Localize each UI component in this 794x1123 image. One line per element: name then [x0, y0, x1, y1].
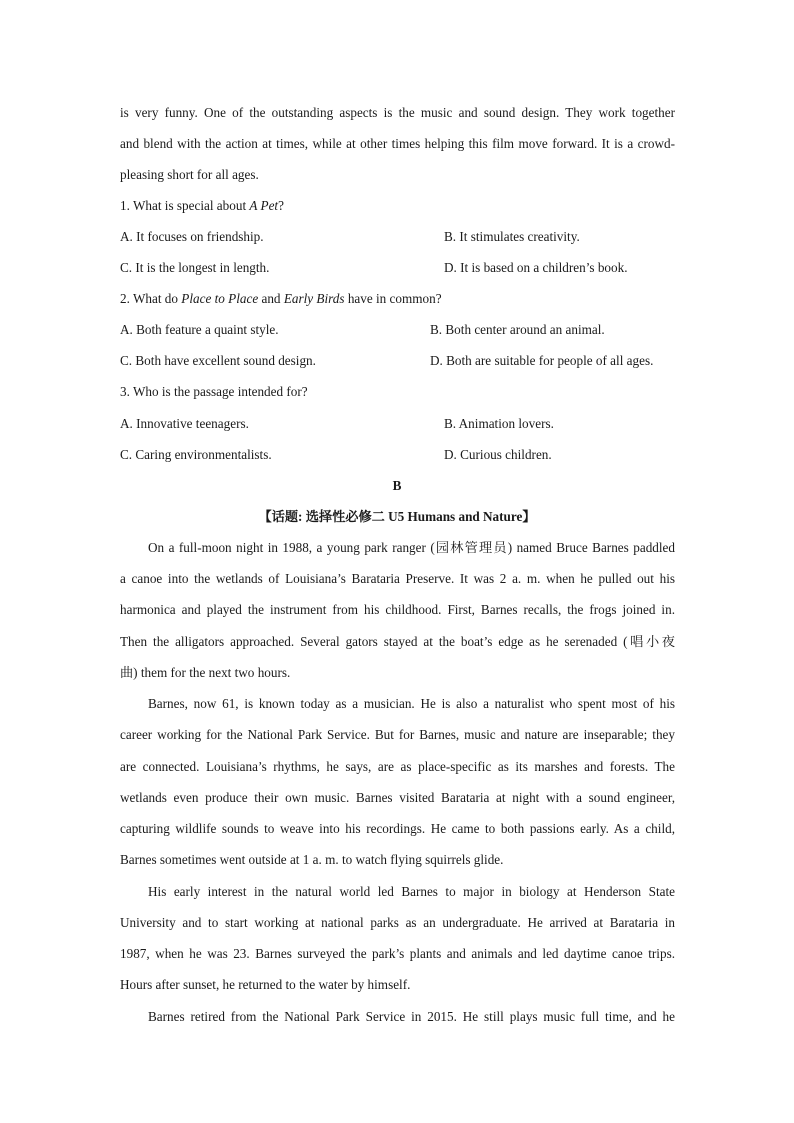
- passage-b-line: capturing wildlife sounds to weave into his recordings. He came to both passions early. As a child,: [120, 821, 675, 836]
- passage-b-line: 曲) them for the next two hours.: [120, 665, 291, 680]
- q2-option-d: D. Both are suitable for people of all ages.: [430, 353, 654, 368]
- q2-option-a: A. Both feature a quaint style.: [120, 322, 279, 337]
- question-3-stem: 3. Who is the passage intended for?: [120, 384, 308, 399]
- passage-b-line: career working for the National Park Service. But for Barnes, music and nature are inseparable; they: [120, 727, 675, 742]
- question-2-stem: 2. What do Place to Place and Early Birds have in common?: [120, 291, 442, 306]
- passage-b-line: His early interest in the natural world led Barnes to major in biology at Henderson State: [148, 884, 675, 899]
- passage-a-line: pleasing short for all ages.: [120, 167, 259, 182]
- q1-option-c: C. It is the longest in length.: [120, 260, 270, 275]
- passage-b-line: Barnes sometimes went outside at 1 a. m. to watch flying squirrels glide.: [120, 852, 504, 867]
- passage-a-line: is very funny. One of the outstanding aspects is the music and sound design. They work together: [120, 105, 675, 120]
- passage-b-line: Then the alligators approached. Several gators stayed at the boat’s edge as he serenaded (唱小夜: [120, 634, 675, 649]
- question-1-stem: 1. What is special about A Pet?: [120, 198, 284, 213]
- passage-b-line: wetlands even produce their own music. Barnes visited Barataria at night with a sound engineer,: [120, 790, 675, 805]
- q2-option-b: B. Both center around an animal.: [430, 322, 605, 337]
- passage-b-line: 1987, when he was 23. Barnes surveyed the park’s plants and animals and led daytime canoe trips.: [120, 946, 675, 961]
- q1-option-d: D. It is based on a children’s book.: [444, 260, 628, 275]
- passage-b-line: On a full-moon night in 1988, a young park ranger (园林管理员) named Bruce Barnes paddled: [148, 540, 675, 555]
- q3-option-c: C. Caring environmentalists.: [120, 447, 272, 462]
- q3-option-d: D. Curious children.: [444, 447, 552, 462]
- passage-b-line: Hours after sunset, he returned to the water by himself.: [120, 977, 411, 992]
- section-topic: 【话题: 选择性必修二 U5 Humans and Nature】: [258, 509, 536, 524]
- section-letter: B: [392, 478, 402, 493]
- q1-option-b: B. It stimulates creativity.: [444, 229, 580, 244]
- passage-b-line: University and to start working at national parks as an undergraduate. He arrived at Barataria in: [120, 915, 675, 930]
- passage-b-line: are connected. Louisiana’s rhythms, he says, are as place-specific as its marshes and forests. The: [120, 759, 675, 774]
- passage-a-line: and blend with the action at times, while at other times helping this film move forward. It is a crowd-: [120, 136, 675, 151]
- q1-option-a: A. It focuses on friendship.: [120, 229, 264, 244]
- passage-b-line: a canoe into the wetlands of Louisiana’s Barataria Preserve. It was 2 a. m. when he pulled out his: [120, 571, 675, 586]
- passage-b-line: Barnes retired from the National Park Service in 2015. He still plays music full time, and he: [148, 1009, 675, 1024]
- q3-option-b: B. Animation lovers.: [444, 416, 554, 431]
- q3-option-a: A. Innovative teenagers.: [120, 416, 249, 431]
- passage-b-line: Barnes, now 61, is known today as a musician. He is also a naturalist who spent most of his: [148, 696, 675, 711]
- passage-b-line: harmonica and played the instrument from his childhood. First, Barnes recalls, the frogs joined in.: [120, 602, 675, 617]
- q2-option-c: C. Both have excellent sound design.: [120, 353, 316, 368]
